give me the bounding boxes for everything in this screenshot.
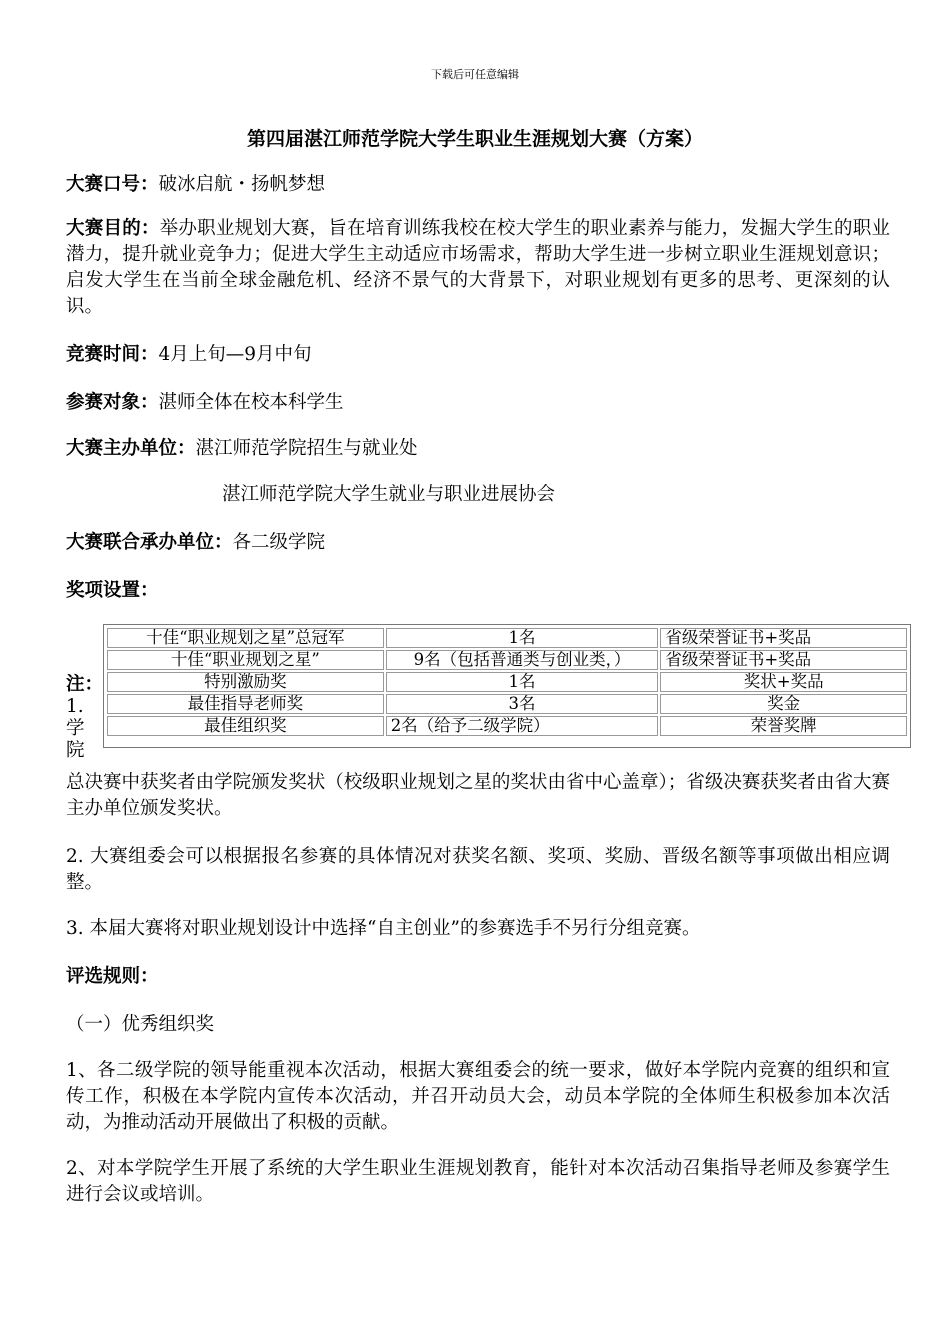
co-organizer-line: [66, 530, 890, 556]
award-prize: 荣誉奖牌: [660, 716, 907, 736]
co-organizer-text: 各二级学院: [232, 532, 326, 553]
award-count: 2名（给予二级学院）: [386, 716, 659, 736]
table-row: [107, 672, 907, 692]
rules-label: 评选规则：: [66, 966, 159, 987]
award-prize: 省级荣誉证书+奖品: [660, 650, 907, 670]
slogan-label: 大赛口号：: [66, 174, 159, 195]
purpose-text: 举办职业规划大赛，旨在培育训练我校在校大学生的职业素养与能力，发掘大学生的职业潜力，提升就业竞争力；促进大学生主动适应市场需求，帮助大学生进一步树立职业生涯规划意识；启发大学生在当前全球金融危机、经济不景气的大背景下，对职业规划有更多的思考、更深刻的认识。: [66, 218, 890, 317]
award-count: 1名: [386, 672, 659, 692]
purpose-paragraph: [66, 216, 890, 320]
award-prize: 奖金: [660, 694, 907, 714]
notes-label: 注：: [66, 674, 104, 695]
note-2: 2. 大赛组委会可以根据报名参赛的具体情况对获奖名额、奖项、奖励、晋级名额等事项做出相应调整。: [66, 846, 890, 893]
organizer-line: [66, 436, 890, 462]
award-count: 9名（包括普通类与创业类，）: [386, 650, 659, 670]
awards-label: 奖项设置：: [66, 580, 159, 601]
table-row: [107, 716, 907, 736]
award-name: 最佳指导老师奖: [107, 694, 384, 714]
slogan-line: [66, 172, 890, 198]
rules-item-1: 1、各二级学院的领导能重视本次活动，根据大赛组委会的统一要求，做好本学院内竞赛的组织和宣传工作，积极在本学院内宣传本次活动，并召开动员大会，动员本学院的全体师生积极参加本次活动，为推动活动开展做出了积极的贡献。: [66, 1060, 890, 1133]
time-label: 竞赛时间：: [66, 344, 159, 365]
awards-table: [103, 624, 911, 748]
table-row: [107, 694, 907, 714]
organizer-line-2: [222, 482, 882, 508]
table-row: [107, 650, 907, 670]
awards-heading: [66, 578, 890, 604]
award-count: 3名: [386, 694, 659, 714]
note-3: 3. 本届大赛将对职业规划设计中选择“自主创业”的参赛选手不另行分组竞赛。: [66, 918, 701, 939]
rules-item-2: 2、对本学院学生开展了系统的大学生职业生涯规划教育，能针对本次活动召集指导老师及参赛学生进行会议或培训。: [66, 1158, 890, 1205]
participants-text: 湛师全体在校本科学生: [158, 392, 344, 413]
organizer-text-2: 湛江师范学院大学生就业与职业进展协会: [222, 484, 556, 505]
award-name: 特别激励奖: [107, 672, 384, 692]
rules-heading: [66, 964, 890, 990]
note-1-text: 总决赛中获奖者由学院颁发奖状（校级职业规划之星的奖状由省中心盖章）；省级决赛获奖者由省大赛主办单位颁发奖状。: [66, 772, 890, 819]
award-name: 十佳“职业规划之星”总冠军: [107, 628, 384, 648]
time-text: 4月上旬—9月中旬: [158, 344, 312, 365]
award-prize: 省级荣誉证书+奖品: [660, 628, 907, 648]
participants-label: 参赛对象：: [66, 392, 159, 413]
purpose-label: 大赛目的：: [66, 218, 160, 239]
participants-line: [66, 390, 890, 416]
page-title: 第四届湛江师范学院大学生职业生涯规划大赛（方案）: [246, 128, 703, 150]
award-prize: 奖状+奖品: [660, 672, 907, 692]
co-organizer-label: 大赛联合承办单位：: [66, 532, 233, 553]
award-count: 1名: [386, 628, 659, 648]
table-row: [107, 628, 907, 648]
organizer-label: 大赛主办单位：: [66, 438, 196, 459]
award-name: 十佳“职业规划之星”: [107, 650, 384, 670]
organizer-text-1: 湛江师范学院招生与就业处: [195, 438, 418, 459]
header-note: 下载后可任意编辑: [431, 68, 519, 81]
rules-section-1: （一）优秀组织奖: [66, 1014, 215, 1035]
note-1-char: 学: [66, 718, 85, 739]
note-1-char: 院: [66, 740, 85, 761]
slogan-text: 破冰启航・扬帆梦想: [158, 174, 326, 195]
award-name: 最佳组织奖: [107, 716, 384, 736]
note-1-prefix: 1.: [66, 696, 84, 717]
time-line: [66, 342, 890, 368]
notes-column: [66, 674, 104, 762]
